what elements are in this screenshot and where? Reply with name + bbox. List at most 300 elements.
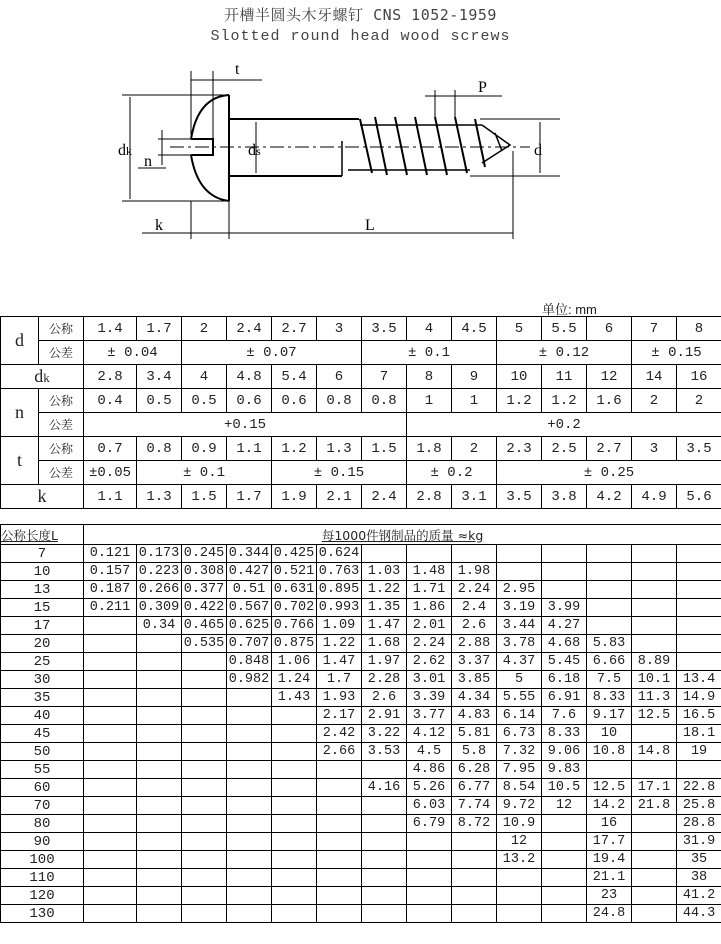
length-cell: 100	[1, 851, 84, 869]
mass-cell: 5.81	[452, 725, 497, 743]
length-cell: 13	[1, 581, 84, 599]
mass-cell	[677, 761, 721, 779]
mass-cell: 9.06	[542, 743, 587, 761]
spec-row-n-tolerance	[1, 413, 721, 437]
length-cell: 17	[1, 617, 84, 635]
mass-cell	[227, 833, 272, 851]
mass-cell	[182, 653, 227, 671]
label-d: d	[534, 142, 542, 159]
mass-cell: 1.7	[317, 671, 362, 689]
n-nominal-cell: 2	[677, 389, 721, 413]
d-nominal-cell: 2	[182, 317, 227, 341]
title-english: Slotted round head wood screws	[210, 28, 511, 45]
mass-cell	[182, 887, 227, 905]
length-cell: 50	[1, 743, 84, 761]
mass-cell	[137, 797, 182, 815]
mass-cell: 0.309	[137, 599, 182, 617]
mass-cell	[587, 545, 632, 563]
param-label-dk: dk	[1, 365, 84, 389]
length-cell: 25	[1, 653, 84, 671]
mass-cell	[317, 851, 362, 869]
k-cell: 1.7	[227, 485, 272, 509]
mass-cell: 17.1	[632, 779, 677, 797]
mass-cell: 7.95	[497, 761, 542, 779]
length-cell: 15	[1, 599, 84, 617]
mass-cell	[317, 815, 362, 833]
mass-cell	[137, 689, 182, 707]
mass-cell: 18.1	[677, 725, 721, 743]
mass-cell: 0.707	[227, 635, 272, 653]
mass-cell	[84, 833, 137, 851]
dimension-spec-table	[0, 316, 721, 509]
mass-row	[1, 635, 721, 653]
spec-row-k	[1, 485, 721, 509]
mass-cell: 2.4	[452, 599, 497, 617]
length-cell: 130	[1, 905, 84, 923]
mass-cell	[452, 905, 497, 923]
mass-cell: 1.97	[362, 653, 407, 671]
length-cell: 30	[1, 671, 84, 689]
spec-row-t-nominal	[1, 437, 721, 461]
mass-cell: 2.17	[317, 707, 362, 725]
mass-cell: 3.77	[407, 707, 452, 725]
mass-cell	[182, 761, 227, 779]
mass-cell	[317, 869, 362, 887]
label-n: n	[144, 153, 152, 170]
mass-cell: 0.308	[182, 563, 227, 581]
mass-cell	[272, 905, 317, 923]
k-cell: 4.2	[587, 485, 632, 509]
mass-row	[1, 545, 721, 563]
mass-cell	[137, 869, 182, 887]
mass-cell: 3.01	[407, 671, 452, 689]
mass-cell	[632, 581, 677, 599]
mass-cell	[227, 869, 272, 887]
mass-cell: 0.427	[227, 563, 272, 581]
mass-row	[1, 689, 721, 707]
spec-row-n-nominal	[1, 389, 721, 413]
t-nominal-cell: 3	[632, 437, 677, 461]
mass-cell: 3.78	[497, 635, 542, 653]
mass-cell: 6.77	[452, 779, 497, 797]
mass-cell: 0.567	[227, 599, 272, 617]
mass-cell	[84, 743, 137, 761]
t-nominal-cell: 2	[452, 437, 497, 461]
mass-cell	[362, 905, 407, 923]
mass-cell	[137, 905, 182, 923]
mass-row	[1, 707, 721, 725]
mass-cell: 0.535	[182, 635, 227, 653]
mass-cell: 0.624	[317, 545, 362, 563]
mass-cell: 0.187	[84, 581, 137, 599]
mass-cell: 7.74	[452, 797, 497, 815]
param-label-d: d	[1, 317, 39, 365]
label-t: t	[235, 61, 240, 78]
mass-cell: 3.85	[452, 671, 497, 689]
mass-cell: 0.422	[182, 599, 227, 617]
mass-cell: 31.9	[677, 833, 721, 851]
mass-cell	[632, 887, 677, 905]
mass-cell: 5.26	[407, 779, 452, 797]
mass-cell: 16	[587, 815, 632, 833]
n-tolerance-cell: +0.2	[407, 413, 721, 437]
mass-cell: 0.34	[137, 617, 182, 635]
mass-cell	[272, 833, 317, 851]
mass-cell: 2.62	[407, 653, 452, 671]
mass-cell	[182, 707, 227, 725]
mass-cell: 1.03	[362, 563, 407, 581]
n-nominal-cell: 0.5	[182, 389, 227, 413]
mass-cell: 4.86	[407, 761, 452, 779]
mass-cell	[407, 869, 452, 887]
mass-cell	[407, 851, 452, 869]
k-cell: 4.9	[632, 485, 677, 509]
mass-cell	[362, 851, 407, 869]
sub-label-tolerance: 公差	[39, 413, 84, 437]
mass-cell	[452, 869, 497, 887]
mass-cell: 3.22	[362, 725, 407, 743]
mass-cell	[452, 833, 497, 851]
mass-cell	[677, 581, 721, 599]
mass-cell: 12.5	[632, 707, 677, 725]
t-nominal-cell: 2.3	[497, 437, 542, 461]
t-nominal-cell: 1.2	[272, 437, 317, 461]
mass-cell	[587, 581, 632, 599]
label-dk: dk	[118, 142, 132, 159]
mass-cell	[272, 743, 317, 761]
mass-cell: 3.37	[452, 653, 497, 671]
mass-cell	[137, 743, 182, 761]
mass-cell: 17.7	[587, 833, 632, 851]
mass-cell	[497, 887, 542, 905]
length-cell: 35	[1, 689, 84, 707]
mass-cell	[632, 833, 677, 851]
length-cell: 55	[1, 761, 84, 779]
mass-cell: 4.12	[407, 725, 452, 743]
d-nominal-cell: 2.7	[272, 317, 317, 341]
dk-cell: 10	[497, 365, 542, 389]
mass-cell: 1.98	[452, 563, 497, 581]
mass-cell: 4.83	[452, 707, 497, 725]
mass-row	[1, 905, 721, 923]
mass-cell: 3.53	[362, 743, 407, 761]
mass-row	[1, 671, 721, 689]
n-nominal-cell: 0.6	[227, 389, 272, 413]
mass-cell: 23	[587, 887, 632, 905]
mass-cell	[632, 635, 677, 653]
mass-header-row	[1, 525, 721, 545]
mass-cell	[137, 851, 182, 869]
mass-cell	[182, 743, 227, 761]
dk-cell: 5.4	[272, 365, 317, 389]
mass-cell	[182, 905, 227, 923]
dk-cell: 8	[407, 365, 452, 389]
mass-cell	[677, 563, 721, 581]
mass-cell: 9.83	[542, 761, 587, 779]
mass-cell: 1.47	[362, 617, 407, 635]
mass-cell: 10.8	[587, 743, 632, 761]
mass-cell: 19.4	[587, 851, 632, 869]
length-cell: 120	[1, 887, 84, 905]
mass-cell	[84, 905, 137, 923]
sub-label-nominal: 公称	[39, 389, 84, 413]
length-cell: 60	[1, 779, 84, 797]
mass-cell: 5	[497, 671, 542, 689]
mass-cell	[182, 851, 227, 869]
mass-row	[1, 563, 721, 581]
d-nominal-cell: 4.5	[452, 317, 497, 341]
mass-cell	[84, 617, 137, 635]
mass-cell: 0.245	[182, 545, 227, 563]
t-nominal-cell: 2.5	[542, 437, 587, 461]
n-nominal-cell: 0.8	[362, 389, 407, 413]
mass-cell	[362, 815, 407, 833]
mass-cell	[84, 689, 137, 707]
mass-cell	[137, 707, 182, 725]
mass-cell	[84, 635, 137, 653]
mass-cell: 0.211	[84, 599, 137, 617]
mass-cell	[182, 833, 227, 851]
mass-cell: 0.465	[182, 617, 227, 635]
mass-cell	[272, 797, 317, 815]
mass-cell: 0.173	[137, 545, 182, 563]
label-p: P	[478, 79, 487, 96]
mass-cell: 21.1	[587, 869, 632, 887]
mass-cell: 7.32	[497, 743, 542, 761]
mass-cell: 1.22	[317, 635, 362, 653]
mass-cell: 14.2	[587, 797, 632, 815]
sub-label-tolerance: 公差	[39, 461, 84, 485]
mass-cell	[227, 725, 272, 743]
dk-cell: 11	[542, 365, 587, 389]
mass-cell	[677, 635, 721, 653]
mass-cell	[362, 797, 407, 815]
mass-cell: 0.121	[84, 545, 137, 563]
label-ds: ds	[248, 142, 261, 159]
mass-cell: 10	[587, 725, 632, 743]
mass-cell: 2.42	[317, 725, 362, 743]
mass-cell	[407, 887, 452, 905]
n-nominal-cell: 1.2	[542, 389, 587, 413]
mass-cell	[317, 797, 362, 815]
mass-row	[1, 833, 721, 851]
mass-cell: 0.763	[317, 563, 362, 581]
mass-cell: 4.37	[497, 653, 542, 671]
mass-cell	[632, 617, 677, 635]
mass-cell	[587, 599, 632, 617]
n-nominal-cell: 2	[632, 389, 677, 413]
mass-cell	[137, 671, 182, 689]
mass-cell	[407, 545, 452, 563]
k-cell: 3.8	[542, 485, 587, 509]
d-nominal-cell: 1.7	[137, 317, 182, 341]
mass-cell: 0.993	[317, 599, 362, 617]
length-cell: 90	[1, 833, 84, 851]
mass-cell: 5.8	[452, 743, 497, 761]
mass-cell: 1.68	[362, 635, 407, 653]
mass-cell	[317, 779, 362, 797]
mass-cell: 7.6	[542, 707, 587, 725]
mass-row	[1, 869, 721, 887]
mass-cell	[137, 725, 182, 743]
mass-cell: 0.766	[272, 617, 317, 635]
mass-cell: 2.01	[407, 617, 452, 635]
k-cell: 1.9	[272, 485, 317, 509]
mass-cell	[542, 887, 587, 905]
mass-cell	[227, 851, 272, 869]
mass-cell	[632, 563, 677, 581]
sub-label-tolerance: 公差	[39, 341, 84, 365]
mass-cell: 16.5	[677, 707, 721, 725]
d-tolerance-cell: ± 0.12	[497, 341, 632, 365]
t-tolerance-cell: ± 0.25	[497, 461, 721, 485]
n-nominal-cell: 0.8	[317, 389, 362, 413]
mass-cell	[272, 815, 317, 833]
k-cell: 3.1	[452, 485, 497, 509]
mass-cell	[452, 545, 497, 563]
header-nominal-length: 公称长度L	[1, 525, 84, 545]
mass-cell	[542, 815, 587, 833]
mass-cell: 4.34	[452, 689, 497, 707]
mass-cell	[317, 833, 362, 851]
mass-cell: 3.44	[497, 617, 542, 635]
t-nominal-cell: 3.5	[677, 437, 721, 461]
mass-cell	[84, 887, 137, 905]
k-cell: 2.4	[362, 485, 407, 509]
t-nominal-cell: 2.7	[587, 437, 632, 461]
label-l: L	[365, 217, 375, 234]
n-nominal-cell: 1.2	[497, 389, 542, 413]
mass-cell	[182, 689, 227, 707]
mass-cell	[84, 761, 137, 779]
mass-cell: 1.09	[317, 617, 362, 635]
mass-cell	[677, 599, 721, 617]
mass-cell: 6.14	[497, 707, 542, 725]
mass-cell: 1.47	[317, 653, 362, 671]
mass-cell: 10.1	[632, 671, 677, 689]
mass-cell: 44.3	[677, 905, 721, 923]
mass-cell: 0.51	[227, 581, 272, 599]
k-cell: 1.5	[182, 485, 227, 509]
t-nominal-cell: 0.8	[137, 437, 182, 461]
mass-cell	[182, 797, 227, 815]
spec-row-d-tolerance	[1, 341, 721, 365]
k-cell: 1.1	[84, 485, 137, 509]
mass-cell	[227, 743, 272, 761]
mass-cell: 0.982	[227, 671, 272, 689]
mass-cell: 1.22	[362, 581, 407, 599]
mass-cell: 4.27	[542, 617, 587, 635]
mass-cell: 0.223	[137, 563, 182, 581]
d-nominal-cell: 3	[317, 317, 362, 341]
mass-cell	[182, 815, 227, 833]
param-label-t: t	[1, 437, 39, 485]
mass-row	[1, 887, 721, 905]
mass-cell: 6.66	[587, 653, 632, 671]
d-nominal-cell: 5	[497, 317, 542, 341]
mass-cell: 38	[677, 869, 721, 887]
mass-cell	[227, 779, 272, 797]
mass-cell: 2.88	[452, 635, 497, 653]
mass-cell	[497, 545, 542, 563]
mass-cell	[632, 905, 677, 923]
mass-cell	[137, 761, 182, 779]
mass-cell	[182, 779, 227, 797]
mass-cell	[317, 761, 362, 779]
mass-cell	[137, 635, 182, 653]
mass-cell	[227, 815, 272, 833]
mass-cell	[84, 779, 137, 797]
mass-cell: 0.521	[272, 563, 317, 581]
mass-cell	[182, 725, 227, 743]
mass-cell	[362, 887, 407, 905]
t-tolerance-cell: ± 0.2	[407, 461, 497, 485]
mass-cell: 4.68	[542, 635, 587, 653]
mass-cell	[362, 761, 407, 779]
mass-cell	[362, 869, 407, 887]
unit-label: 单位: mm	[542, 302, 597, 317]
dk-cell: 2.8	[84, 365, 137, 389]
mass-cell	[137, 833, 182, 851]
mass-cell	[137, 779, 182, 797]
mass-cell: 0.848	[227, 653, 272, 671]
d-tolerance-cell: ± 0.1	[362, 341, 497, 365]
mass-cell: 2.6	[362, 689, 407, 707]
mass-cell: 8.54	[497, 779, 542, 797]
mass-row	[1, 599, 721, 617]
mass-cell: 6.28	[452, 761, 497, 779]
mass-cell: 35	[677, 851, 721, 869]
sub-label-nominal: 公称	[39, 437, 84, 461]
n-nominal-cell: 0.5	[137, 389, 182, 413]
mass-cell	[632, 869, 677, 887]
mass-row	[1, 815, 721, 833]
mass-cell: 0.266	[137, 581, 182, 599]
mass-cell	[272, 707, 317, 725]
mass-cell	[84, 815, 137, 833]
mass-cell: 5.45	[542, 653, 587, 671]
mass-cell: 1.48	[407, 563, 452, 581]
mass-cell: 2.66	[317, 743, 362, 761]
mass-cell: 12	[542, 797, 587, 815]
mass-cell: 14.9	[677, 689, 721, 707]
dk-cell: 6	[317, 365, 362, 389]
header-mass-per-1000: 每1000件钢制品的质量 ≈kg	[84, 525, 721, 545]
k-cell: 5.6	[677, 485, 721, 509]
mass-row	[1, 743, 721, 761]
d-tolerance-cell: ± 0.15	[632, 341, 721, 365]
dk-cell: 7	[362, 365, 407, 389]
mass-cell	[272, 725, 317, 743]
length-cell: 40	[1, 707, 84, 725]
k-cell: 2.8	[407, 485, 452, 509]
mass-cell: 0.344	[227, 545, 272, 563]
d-nominal-cell: 5.5	[542, 317, 587, 341]
mass-cell: 9.72	[497, 797, 542, 815]
dk-cell: 9	[452, 365, 497, 389]
mass-cell	[137, 887, 182, 905]
mass-cell: 19	[677, 743, 721, 761]
mass-cell	[587, 617, 632, 635]
mass-cell	[272, 887, 317, 905]
mass-cell: 1.71	[407, 581, 452, 599]
mass-cell	[407, 905, 452, 923]
mass-cell: 13.2	[497, 851, 542, 869]
mass-cell	[227, 707, 272, 725]
mass-cell: 3.99	[542, 599, 587, 617]
t-nominal-cell: 0.9	[182, 437, 227, 461]
dk-cell: 14	[632, 365, 677, 389]
